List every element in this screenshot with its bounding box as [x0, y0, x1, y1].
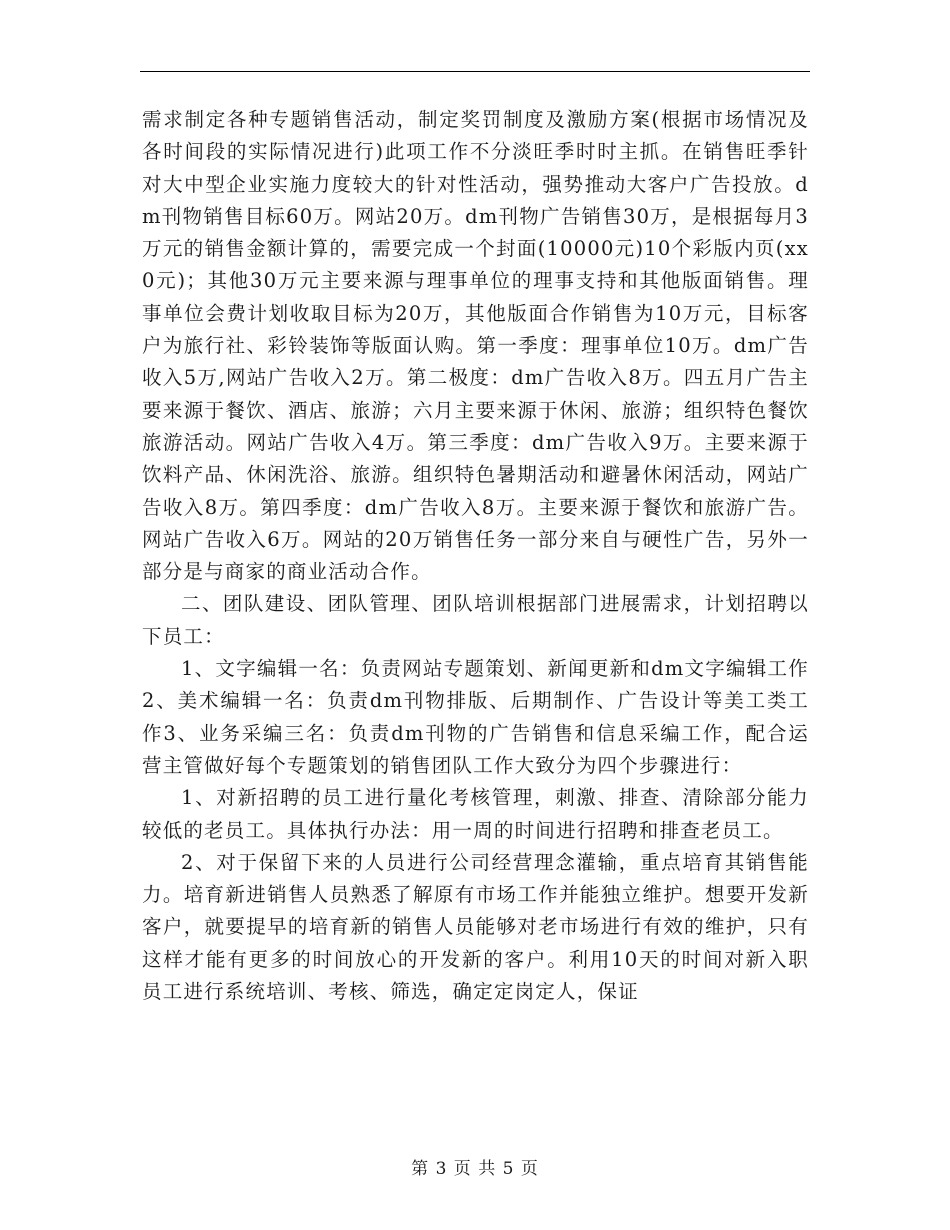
paragraph-step-1: 1、对新招聘的员工进行量化考核管理，刺激、排查、清除部分能力较低的老员工。具体执行办法：用一周的时间进行招聘和排查老员工。	[142, 786, 809, 842]
page-number: 第 3 页 共 5 页	[411, 1159, 539, 1179]
header-rule	[140, 71, 810, 72]
paragraph-staff-roles: 1、文字编辑一名：负责网站专题策划、新闻更新和dm文字编辑工作2、美术编辑一名：负责dm刊物排版、后期制作、广告设计等美工类工作3、业务采编三名：负责dm刊物的广告销售和信息采编工作，配合运营主管做好每个专题策划的销售团队工作大致分为四个步骤进行：	[142, 657, 809, 777]
paragraph-step-2: 2、对于保留下来的人员进行公司经营理念灌输，重点培育其销售能力。培育新进销售人员熟悉了解原有市场工作并能独立维护。想要开发新客户，就要提早的培育新的销售人员能够对老市场进行有效的维护，只有这样才能有更多的时间放心的开发新的客户。利用10天的时间对新入职员工进行系统培训、考核、筛选，确定定岗定人，保证	[142, 850, 809, 1004]
paragraph-team-building: 二、团队建设、团队管理、团队培训根据部门进展需求，计划招聘以下员工：	[142, 592, 809, 648]
body-text	[142, 104, 809, 1008]
paragraph-sales-targets: 需求制定各种专题销售活动，制定奖罚制度及激励方案(根据市场情况及各时间段的实际情况进行)此项工作不分淡旺季时时主抓。在销售旺季针对大中型企业实施力度较大的针对性活动，强势推动大客户广告投放。dm刊物销售目标60万。网站20万。dm刊物广告销售30万，是根据每月3万元的销售金额计算的，需要完成一个封面(10000元)10个彩版内页(xx0元)；其他30万元主要来源与理事单位的理事支持和其他版面销售。理事单位会费计划收取目标为20万，其他版面合作销售为10万元，目标客户为旅行社、彩铃装饰等版面认购。第一季度：理事单位10万。dm广告收入5万,网站广告收入2万。第二极度：dm广告收入8万。四五月广告主要来源于餐饮、酒店、旅游；六月主要来源于休闲、旅游；组织特色餐饮旅游活动。网站广告收入4万。第三季度：dm广告收入9万。主要来源于饮料产品、休闲洗浴、旅游。组织特色暑期活动和避暑休闲活动，网站广告收入8万。第四季度：dm广告收入8万。主要来源于餐饮和旅游广告。网站广告收入6万。网站的20万销售任务一部分来自与硬性广告，另外一部分是与商家的商业活动合作。	[142, 108, 809, 584]
